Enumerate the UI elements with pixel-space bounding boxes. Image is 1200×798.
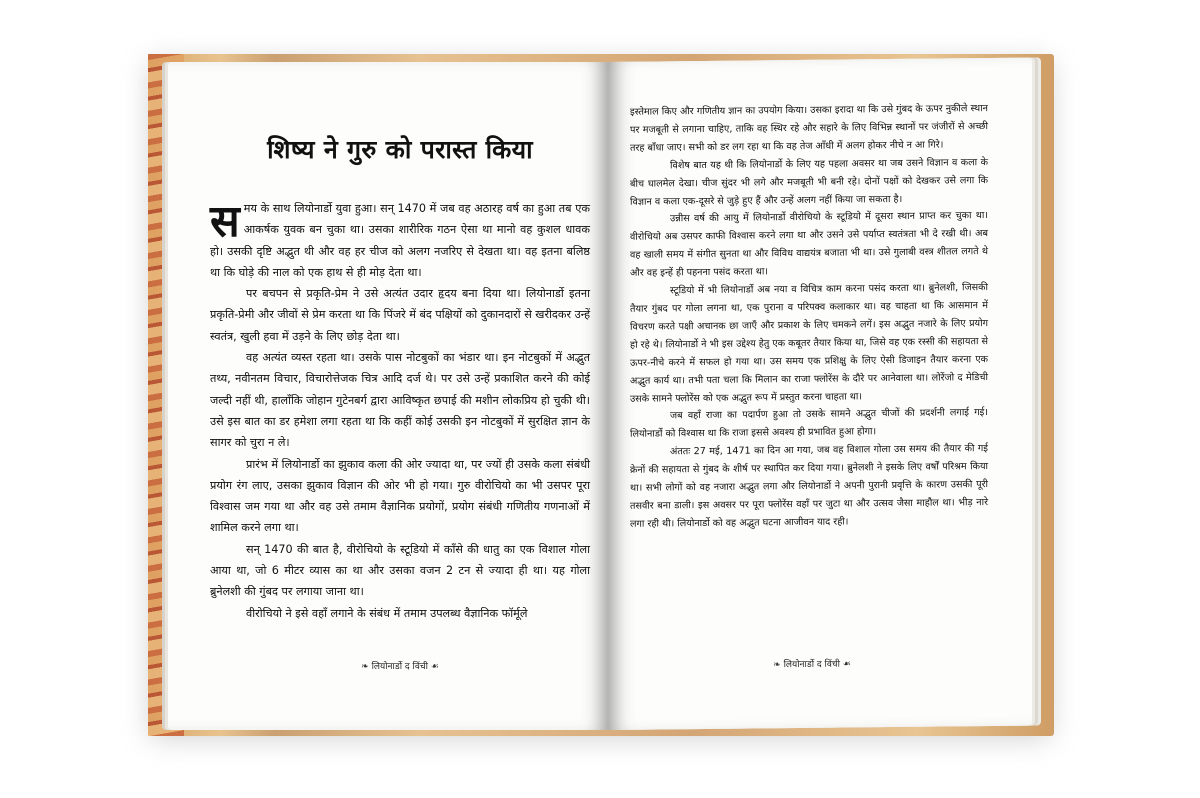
ornament-icon: ❧ [361,662,369,672]
paragraph: अंततः 27 मई, 1471 का दिन आ गया, जब वह विशाल गोला उस समय की तैयार की गई क्रेनों की सहायता से गुंबद के शीर्ष पर स्थापित कर दिया गया। ब्रुनेलशी ने इसके लिए वर्षों परिश्रम किया था। सभी लोगों को वह नजारा अद्भुत लगा और लियोनार्डो ने अपनी पुरानी प्रवृत्ति के कारण उसकी पूरी तसवीर बना डाली। इस अवसर पर पूरा फ्लोरेंस वहाँ पर जुटा था और उत्सव जैसा माहौल था। भीड़ नारे लगा रही थी। लियोनार्डो को वह अद्भुत घटना आजीवन याद रही। [630,443,988,530]
paragraph: उन्नीस वर्ष की आयु में लियोनार्डो वीरोचियो के स्टूडियो में दूसरा स्थान प्राप्त कर चुका था। वीरोचियो अब उसपर काफी विश्वास करने लगा था और उसने उसे पर्याप्त स्वतंत्रता भी दे रखी थी। अब वह खाली समय में संगीत सुनता था और विविध वाद्ययंत्र बजाता भी था। उसे गुलाबी वस्त्र शीतल लगते थे और वह इन्हें ही पहनना पसंद करता था। [630,210,988,279]
paragraph: सन् 1470 की बात है, वीरोचियो के स्टूडियो में काँसे की धातु का एक विशाल गोला आया था, जो 6 मीटर व्यास का था और उसका वजन 2 टन से ज्यादा ही था। यह गोला ब्रुनेलशी की गुंबद पर लगाया जाना था। [210,542,590,599]
paragraph: इस्तेमाल किए और गणितीय ज्ञान का उपयोग किया। उसका इरादा था कि उसे गुंबद के ऊपर नुकीले स्थान पर मजबूती से लगाना चाहिए, ताकि वह स्थिर रहे और सहारे के लिए विभिन्न स्थानों पर जंजीरों से अच्छी तरह बाँधा जाए। सभी को डर लग रहा था कि वह तेज आँधी में अलग होकर नीचे न आ गिरे। [630,103,988,154]
paragraph: पर बचपन से प्रकृति-प्रेम ने उसे अत्यंत उदार हृदय बना दिया था। लियोनार्डो इतना प्रकृति-प्रेमी और जीवों से प्रेम करता था कि पिंजरे में बंद पक्षियों को दुकानदारों से खरीदकर उन्हें स्वतंत्र, खुली हवा में उड़ने के लिए छोड़ देता था। [210,287,591,343]
right-page [608,58,1032,730]
left-page [168,62,608,730]
chapter-title: शिष्य ने गुरु को परास्त किया [267,135,533,164]
ornament-icon: ❧ [773,660,781,671]
paragraph: स्टूडियो में भी लियोनार्डो अब नया व विचित्र काम करना पसंद करता था। ब्रुनेलशी, जिसकी तैयार गुंबद पर गोला लगना था, एक पुराना व परिपक्व कलाकार था। वह चाहता था कि आसमान में विचरण करते पक्षी अचानक छा जाएँ और प्रकाश के लिए चमकने लगें। इस अद्भुत नजारे के लिए प्रयोग हो रहे थे। लियोनार्डो ने भी इस उद्देश्य हेतु एक कबूतर तैयार किया था, जिसे वह एक रस्सी की सहायता से ऊपर-नीचे करने में सफल हो गया था। उस समय एक प्रशिक्षु के लिए ऐसी डिजाइन तैयार करना एक अद्भुत कार्य था। तभी पता चला कि मिलान का राजा फ्लोरेंस के दौरे पर आनेवाला था। लोरेंजो द मेडिची उसके सामने फ्लोरेंस को एक अद्भुत रूप में प्रस्तुत करना चाहता था। [630,282,988,405]
paragraph: जब वहाँ राजा का पदार्पण हुआ तो उसके सामने अद्भुत चीजों की प्रदर्शनी लगाई गई। लियोनार्डो को विश्वास था कि राजा इससे अवश्य ही प्रभावित हुआ होगा। [630,407,988,441]
right-page-body [630,100,988,533]
paragraph: समय के साथ लियोनार्डो युवा हुआ। सन् 1470 में जब वह अठारह वर्ष का हुआ तब एक आकर्षक युवक बन चुका था। उसका शारीरिक गठन ऐसा था मानो वह कुशल धावक हो। उसकी दृष्टि अद्भुत थी और वह हर चीज को अलग नजरिए से देखता था। वह इतना बलिष्ठ था कि घोड़े की नाल को एक हाथ से ही मोड़ देता था। [210,196,590,279]
footer-title: लियोनार्डो द विंची [371,662,428,672]
drop-cap: स [210,196,240,247]
footer-title: लियोनार्डो द विंची [783,659,840,671]
running-footer [168,659,608,672]
paragraph: वह अत्यंत व्यस्त रहता था। उसके पास नोटबुकों का भंडार था। इन नोटबुकों में अद्भुत तथ्य, नवीनतम विचार, विचारोत्तेजक चित्र आदि दर्ज थे। पर उसे उन्हें प्रकाशित करने की कोई जल्दी नहीं थी, हालाँकि जोहान गुटेनबर्ग द्वारा आविष्कृत छपाई की मशीन लोकप्रिय हो चुकी थी। उसे इस बात का डर हमेशा लगा रहता था कि कहीं कोई उसकी इन नोटबुकों में सुरक्षित ज्ञान के सागर को चुरा न ले। [210,351,590,450]
ornament-icon: ☙ [842,659,851,670]
paragraph: विशेष बात यह थी कि लियोनार्डो के लिए यह पहला अवसर था जब उसने विज्ञान व कला के बीच घालमेल देखा। चीज सुंदर भी लगे और मजबूती भी बनी रहे। दोनों पक्षों को देखकर उसे लगा कि विज्ञान व कला एक-दूसरे से जुड़े हुए हैं और उन्हें अलग नहीं किया जा सकता है। [630,156,988,208]
paragraph: वीरोचियो ने इसे वहाँ लगाने के संबंध में तमाम उपलब्ध वैज्ञानिक फॉर्मूले [246,606,528,620]
ornament-icon: ☙ [430,662,439,672]
paragraph: प्रारंभ में लियोनार्डो का झुकाव कला की ओर ज्यादा था, पर ज्यों ही उसके कला संबंधी प्रयोग रंग लाए, उसका झुकाव विज्ञान की ओर भी हो गया। गुरु वीरोचियो का भी उसपर पूरा विश्वास जम गया था और वह उसे तमाम वैज्ञानिक प्रयोगों, प्रयोग संबंधी गणितीय गणनाओं में शामिल करने लगा था। [210,457,590,535]
left-page-body [210,198,590,624]
running-footer [608,655,1032,672]
